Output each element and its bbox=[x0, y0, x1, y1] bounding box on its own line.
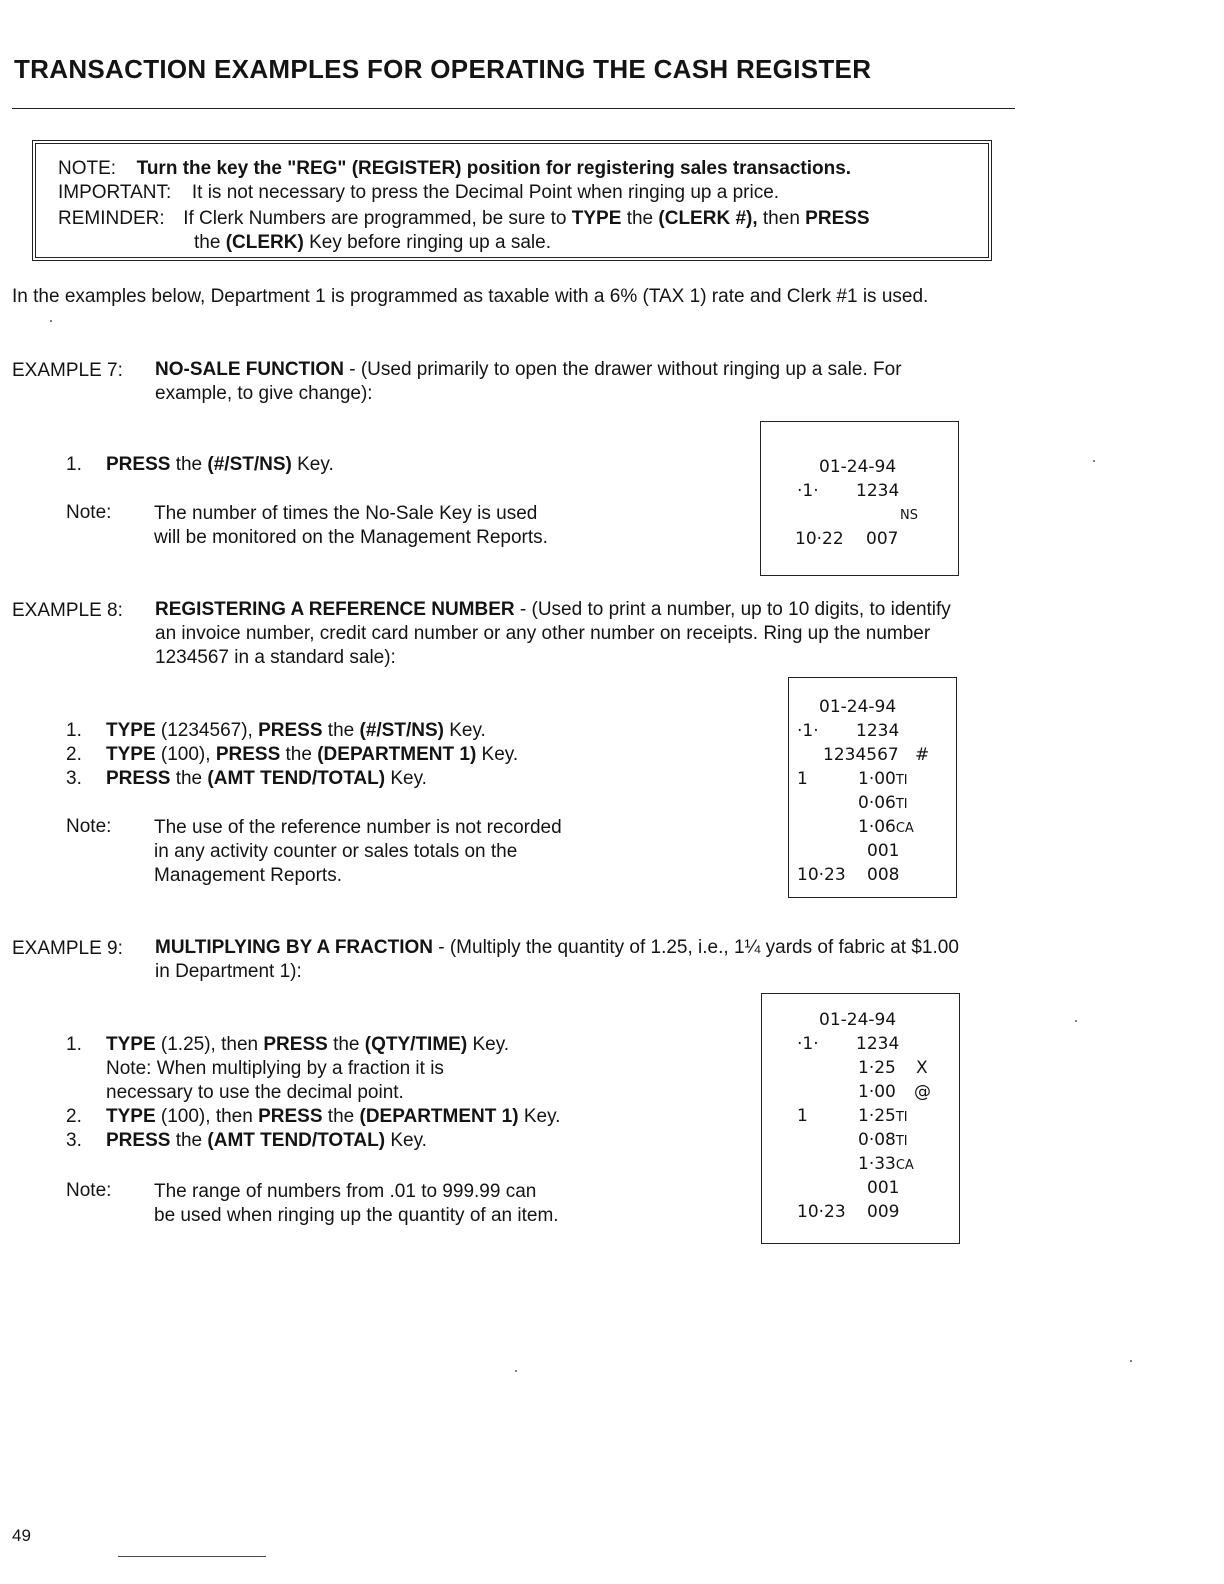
important-line bbox=[58, 182, 779, 204]
step-the: the bbox=[170, 768, 208, 789]
receipt-total-code: CA bbox=[895, 821, 914, 836]
note-line-1: The number of times the No-Sale Key is used bbox=[154, 503, 538, 524]
example-7-description bbox=[155, 358, 1017, 406]
receipt-id: 1234 bbox=[856, 721, 900, 741]
example-9-receipt bbox=[761, 993, 960, 1244]
example-9-heading: MULTIPLYING BY A FRACTION bbox=[155, 937, 433, 958]
step-number: 1. bbox=[66, 454, 82, 475]
example-9-note-text bbox=[154, 1180, 624, 1228]
step-key: (#/ST/NS) bbox=[207, 454, 292, 475]
step-type: TYPE bbox=[106, 1034, 156, 1055]
receipt-total-code: CA bbox=[895, 1158, 914, 1173]
step-number: 3. bbox=[66, 1130, 82, 1151]
page-title: TRANSACTION EXAMPLES FOR OPERATING THE CASH REGISTER bbox=[14, 54, 872, 84]
important-text: It is not necessary to press the Decimal Point when ringing up a price. bbox=[191, 182, 780, 203]
example-8-heading: REGISTERING A REFERENCE NUMBER bbox=[155, 599, 515, 620]
scan-speck bbox=[1130, 1360, 1132, 1362]
scan-speck bbox=[1075, 1020, 1077, 1022]
step-value: (1234567), bbox=[155, 720, 253, 741]
note-line-3: Management Reports. bbox=[154, 865, 342, 886]
receipt-dept: 1 bbox=[797, 769, 808, 789]
example-7-note-label: Note: bbox=[66, 502, 112, 523]
step-key: (AMT TEND/TOTAL) bbox=[207, 1130, 386, 1151]
step-number: 2. bbox=[66, 1106, 82, 1127]
receipt-total: 1·33 bbox=[858, 1154, 896, 1174]
receipt-tax: 0·08 bbox=[858, 1130, 896, 1150]
step-number: 3. bbox=[66, 768, 82, 789]
step-3 bbox=[66, 1129, 560, 1153]
example-8-note-label: Note: bbox=[66, 816, 112, 837]
step-note-line: necessary to use the decimal point. bbox=[106, 1082, 404, 1103]
receipt-reference: 1234567 bbox=[823, 745, 899, 765]
page-number: 49 bbox=[12, 1526, 31, 1545]
step-1-note-1 bbox=[66, 1057, 560, 1081]
step-then: then bbox=[210, 1106, 253, 1127]
note-line-2: be used when ringing up the quantity of an item. bbox=[154, 1205, 559, 1226]
step-number: 1. bbox=[66, 1034, 82, 1055]
note-line-2: will be monitored on the Management Reports. bbox=[154, 527, 548, 548]
footer-rule bbox=[118, 1556, 266, 1557]
step-type: TYPE bbox=[106, 1106, 156, 1127]
receipt-total-line bbox=[858, 1154, 914, 1174]
receipt-tax-line bbox=[858, 1130, 908, 1150]
example-9-description bbox=[155, 936, 1017, 984]
reminder-label: REMINDER: bbox=[58, 208, 165, 229]
step-type: TYPE bbox=[106, 744, 156, 765]
step-1 bbox=[66, 1033, 560, 1057]
example-8-desc-line1: - (Used to print a number, up to 10 digits, to identify bbox=[514, 599, 951, 620]
receipt-amount: 1·00 bbox=[858, 769, 896, 789]
step-number: 2. bbox=[66, 744, 82, 765]
receipt-total: 1·06 bbox=[858, 817, 896, 837]
receipt-consecutive: 001 bbox=[867, 1178, 900, 1198]
scan-speck bbox=[515, 1370, 517, 1372]
intro-text: In the examples below, Department 1 is programmed as taxable with a 6% (TAX 1) rate and Clerk #1 is used. bbox=[12, 286, 929, 307]
example-8-desc-line3: 1234567 in a standard sale): bbox=[155, 647, 396, 668]
scan-speck bbox=[50, 320, 52, 322]
example-9-desc-line2: in Department 1): bbox=[155, 961, 302, 982]
step-press: PRESS bbox=[252, 1106, 323, 1127]
example-9-label: EXAMPLE 9: bbox=[12, 938, 123, 959]
receipt-tax-code: TI bbox=[895, 797, 908, 812]
receipt-quantity: 1·25 bbox=[858, 1058, 896, 1078]
example-7-desc-line2: example, to give change): bbox=[155, 383, 373, 404]
receipt-tax-code: TI bbox=[895, 1134, 908, 1149]
step-the: the bbox=[327, 1034, 365, 1055]
step-rest: Key. bbox=[443, 720, 486, 741]
reminder-line bbox=[58, 208, 870, 230]
note-line bbox=[58, 158, 851, 180]
reminder-then: then bbox=[762, 208, 800, 229]
receipt-no-sale: NS bbox=[900, 508, 918, 523]
step-2 bbox=[66, 743, 518, 767]
scan-speck bbox=[1093, 460, 1095, 462]
receipt-tax: 0·06 bbox=[858, 793, 896, 813]
step-value: (1.25), bbox=[155, 1034, 216, 1055]
note-label: NOTE: bbox=[58, 158, 117, 179]
example-7-label: EXAMPLE 7: bbox=[12, 360, 123, 381]
reminder-the: the bbox=[626, 208, 654, 229]
step-press: PRESS bbox=[106, 454, 171, 475]
receipt-quantity-mark: X bbox=[916, 1058, 928, 1078]
step-value: (100), bbox=[155, 1106, 211, 1127]
receipt-time: 10·22 bbox=[795, 529, 844, 549]
receipt-clerk: ·1· bbox=[797, 721, 819, 741]
reminder-line2-the: the bbox=[194, 232, 221, 253]
receipt-clerk: ·1· bbox=[797, 1034, 819, 1054]
example-8-receipt bbox=[788, 677, 957, 898]
receipt-time: 10·23 bbox=[797, 865, 846, 885]
receipt-unit-price: 1·00 bbox=[858, 1082, 896, 1102]
receipt-consecutive: 001 bbox=[867, 841, 900, 861]
step-rest: Key. bbox=[476, 744, 519, 765]
step-the: the bbox=[322, 720, 360, 741]
step-press: PRESS bbox=[252, 720, 323, 741]
important-label: IMPORTANT: bbox=[58, 182, 172, 203]
receipt-count: 009 bbox=[867, 1202, 900, 1222]
step-2 bbox=[66, 1105, 560, 1129]
note-text: Turn the key the "REG" (REGISTER) position for registering sales transactions. bbox=[136, 158, 852, 179]
step-the: the bbox=[322, 1106, 360, 1127]
receipt-id: 1234 bbox=[856, 481, 900, 501]
step-note-line: Note: When multiplying by a fraction it is bbox=[106, 1058, 444, 1079]
title-rule bbox=[12, 108, 1015, 109]
step-1-note-2 bbox=[66, 1081, 560, 1105]
step-press: PRESS bbox=[258, 1034, 328, 1055]
example-8-steps bbox=[66, 719, 518, 791]
example-9-steps bbox=[66, 1033, 560, 1153]
example-7-note-text bbox=[154, 502, 624, 550]
receipt-count: 008 bbox=[867, 865, 900, 885]
step-then: then bbox=[215, 1034, 259, 1055]
note-line-2: in any activity counter or sales totals on the bbox=[154, 841, 518, 862]
step-key: (AMT TEND/TOTAL) bbox=[207, 768, 386, 789]
step-key: (#/ST/NS) bbox=[359, 720, 444, 741]
receipt-date: 01-24-94 bbox=[819, 457, 897, 477]
step-key: (DEPARTMENT 1) bbox=[317, 744, 477, 765]
receipt-time: 10·23 bbox=[797, 1202, 846, 1222]
example-9-note-label: Note: bbox=[66, 1180, 112, 1201]
step-the: the bbox=[170, 1130, 208, 1151]
example-7-receipt bbox=[760, 421, 959, 576]
example-7-heading: NO-SALE FUNCTION bbox=[155, 359, 344, 380]
receipt-price-mark: @ bbox=[914, 1082, 931, 1102]
step-rest: Key. bbox=[518, 1106, 561, 1127]
step-press: PRESS bbox=[210, 744, 281, 765]
example-7-step bbox=[66, 453, 334, 477]
note-line-1: The use of the reference number is not recorded bbox=[154, 817, 562, 838]
reminder-line2-rest: Key before ringing up a sale. bbox=[309, 232, 551, 253]
example-8-label: EXAMPLE 8: bbox=[12, 600, 123, 621]
example-8-description bbox=[155, 598, 1017, 670]
step-rest: Key. bbox=[291, 454, 334, 475]
step-1 bbox=[66, 719, 518, 743]
receipt-reference-mark: # bbox=[915, 745, 930, 765]
note-line-1: The range of numbers from .01 to 999.99 can bbox=[154, 1181, 537, 1202]
step-rest: Key. bbox=[385, 1130, 427, 1151]
example-9-desc-line1: - (Multiply the quantity of 1.25, i.e., 1¼ yards of fabric at $1.00 bbox=[432, 937, 959, 958]
reminder-text: If Clerk Numbers are programmed, be sure to bbox=[183, 208, 567, 229]
receipt-amount: 1·25 bbox=[858, 1106, 896, 1126]
example-7-desc-line1: - (Used primarily to open the drawer without ringing up a sale. For bbox=[343, 359, 902, 380]
step-rest: Key. bbox=[385, 768, 427, 789]
step-the: the bbox=[280, 744, 318, 765]
receipt-id: 1234 bbox=[856, 1034, 900, 1054]
reminder-clerk-key: (CLERK) bbox=[225, 232, 304, 253]
receipt-amount-code: TI bbox=[895, 1110, 908, 1125]
note-box bbox=[32, 140, 992, 261]
receipt-amount-line bbox=[858, 769, 908, 789]
receipt-clerk: ·1· bbox=[797, 481, 819, 501]
step-press: PRESS bbox=[106, 768, 171, 789]
step-type: TYPE bbox=[106, 720, 156, 741]
step-key: (DEPARTMENT 1) bbox=[359, 1106, 519, 1127]
receipt-total-line bbox=[858, 817, 914, 837]
reminder-line-2 bbox=[194, 232, 551, 254]
step-number: 1. bbox=[66, 720, 82, 741]
reminder-clerk-number: (CLERK #), bbox=[658, 208, 758, 229]
example-8-desc-line2: an invoice number, credit card number or any other number on receipts. Ring up the number bbox=[155, 623, 931, 644]
step-key: (QTY/TIME) bbox=[364, 1034, 468, 1055]
step-press: PRESS bbox=[106, 1130, 171, 1151]
step-the: the bbox=[170, 454, 208, 475]
receipt-dept: 1 bbox=[797, 1106, 808, 1126]
receipt-date: 01-24-94 bbox=[819, 697, 897, 717]
reminder-press: PRESS bbox=[805, 208, 870, 229]
receipt-date: 01-24-94 bbox=[819, 1010, 897, 1030]
receipt-amount-line bbox=[858, 1106, 908, 1126]
receipt-amount-code: TI bbox=[895, 773, 908, 788]
receipt-tax-line bbox=[858, 793, 908, 813]
example-8-note-text bbox=[154, 816, 624, 888]
receipt-count: 007 bbox=[866, 529, 899, 549]
reminder-type: TYPE bbox=[571, 208, 622, 229]
step-value: (100), bbox=[155, 744, 211, 765]
step-rest: Key. bbox=[467, 1034, 510, 1055]
step-3 bbox=[66, 767, 518, 791]
